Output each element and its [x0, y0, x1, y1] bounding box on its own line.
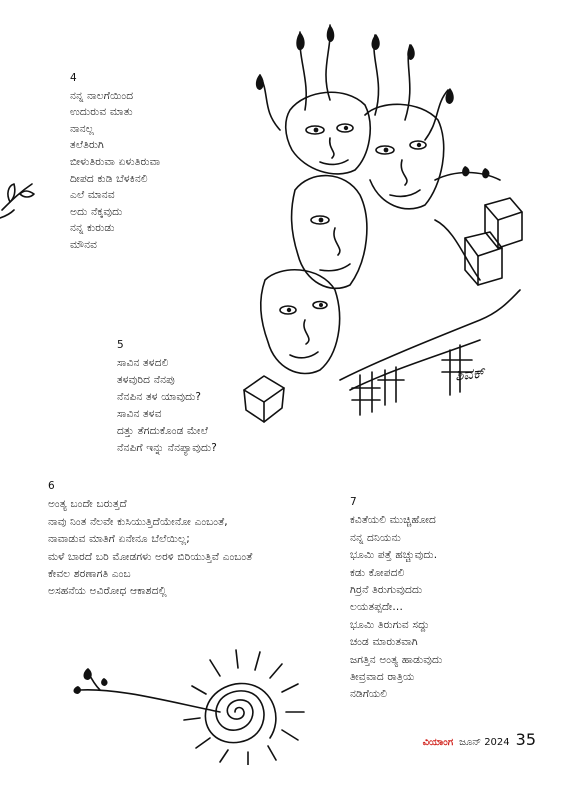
poem-line: ಸಾವಿನ ತಳದಲಿ [117, 357, 169, 369]
poem-line: ಗಿರ್ರನೆ ತಿರುಗುವುದದು [350, 584, 423, 597]
poem-number: 7 [350, 496, 357, 508]
artist-signature: ಶಿವಕ್ [454, 363, 486, 385]
poem-4 [70, 70, 160, 254]
poem-line: ನನ್ನ ನಾಲಗೆಯಿಂದ [70, 89, 134, 102]
poem-line: ಭೂಮಿ ತಿರುಗುವ ಸದ್ದು [350, 618, 430, 631]
poem-line: ನಾವು ನಿಂತ ನೆಲವೇ ಕುಸಿಯುತ್ತಿದೆಯೇನೋ ಎಂಬಂತೆ, [48, 515, 228, 528]
poem-line: ನೆನಪಿಗೆ ಇನ್ನು ನೆನಪ್ಯಾವುದು? [117, 442, 218, 454]
issue-month-year: ಜೂನ್ 2024 [459, 737, 510, 748]
poem-line: ಕೇವಲ ಶರಣಾಗತಿ ಎಂಬ [48, 568, 131, 581]
poem-line: ತಳವುರಿದ ನೆನಪು [117, 374, 175, 386]
page-footer [423, 730, 536, 749]
poem-line: ಲಯತಪ್ಪದೇ... [350, 601, 403, 614]
poem-line: ಅದು ನೆಕ್ಕವುದು [70, 205, 123, 218]
poem-line: ನಾನಲ್ಲ [70, 122, 95, 135]
poem-line: ಎಲೆ ಮಾನವ [70, 189, 115, 202]
poem-line: ಅಸಹನೆಯ ಅವಿರೋಧ ಆಕಾಶದಲ್ಲಿ [48, 585, 167, 598]
leaf-sketch-left [0, 170, 40, 230]
poem-line: ಮೌನವ [70, 238, 98, 251]
poem-line: ದೀಪದ ಕುಡಿ ಬೆಳಕಿನಲಿ [70, 172, 148, 185]
poem-line: ತಲೆತಿರುಗಿ [70, 139, 104, 152]
poem-line: ಭೂಮಿ ಪತ್ತೆ ಹಚ್ಚುವುದು. [350, 549, 438, 562]
poem-number: 6 [48, 480, 55, 492]
poem-line: ಕವಿತೆಯಲಿ ಮುಚ್ಚಿಹೋದ [350, 514, 437, 527]
poem-6 [48, 478, 252, 601]
poem-line: ಮಳೆ ಬಾರದೆ ಬರಿ ಮೋಡಗಳು ಅರಳಿ ಬಿರಿಯುತ್ತಿವೆ ಎಂಬಂತೆ [48, 550, 253, 563]
poem-line: ಅಂತ್ಯ ಬಂದೇ ಬರುತ್ತದೆ [48, 498, 127, 511]
poem-number: 5 [117, 339, 124, 351]
poem-line: ನಾವಾಡುವ ಮಾತಿಗೆ ಏನೇನೂ ಬೆಲೆಯಿಲ್ಲ; [48, 533, 191, 546]
page-number: 35 [515, 730, 536, 749]
poem-line: ನನ್ನ ದನಿಯನು [350, 531, 401, 544]
poem-line: ಜಗತ್ತಿನ ಅಂತ್ಯ ಹಾಡುವುದು [350, 653, 443, 666]
poem-line: ಕಡು ಕೋಪದಲಿ [350, 566, 405, 579]
poem-number: 4 [70, 72, 77, 84]
poem-line: ನಡಿಗೆಯಲಿ [350, 688, 388, 701]
poem-line: ದತ್ತು ತೆಗದುಕೊಂಡ ಮೇಲೆ [117, 425, 209, 437]
cube-sketch [240, 370, 290, 425]
poem-7 [350, 494, 442, 704]
poem-line: ತೀವ್ರವಾದ ರಾತ್ರಿಯ [350, 671, 415, 684]
spiral-sun-sketch [60, 620, 310, 765]
poem-line: ಬೀಳುತಿರುವಾ ಏಳುತಿರುವಾ [70, 155, 161, 168]
poem-line: ಉದುರುವ ಮಾತು [70, 106, 133, 119]
poem-line: ನನ್ನ ಕುರುಡು [70, 222, 115, 235]
poem-line: ನೆನಪಿನ ತಳ ಯಾವುದು? [117, 391, 202, 403]
poem-line: ಚಂಡ ಮಾರುತವಾಗಿ [350, 636, 418, 649]
magazine-brand: ವಿಯಾಂಗ [422, 737, 454, 748]
poem-line: ಸಾವಿನ ತಳವ [117, 408, 162, 420]
